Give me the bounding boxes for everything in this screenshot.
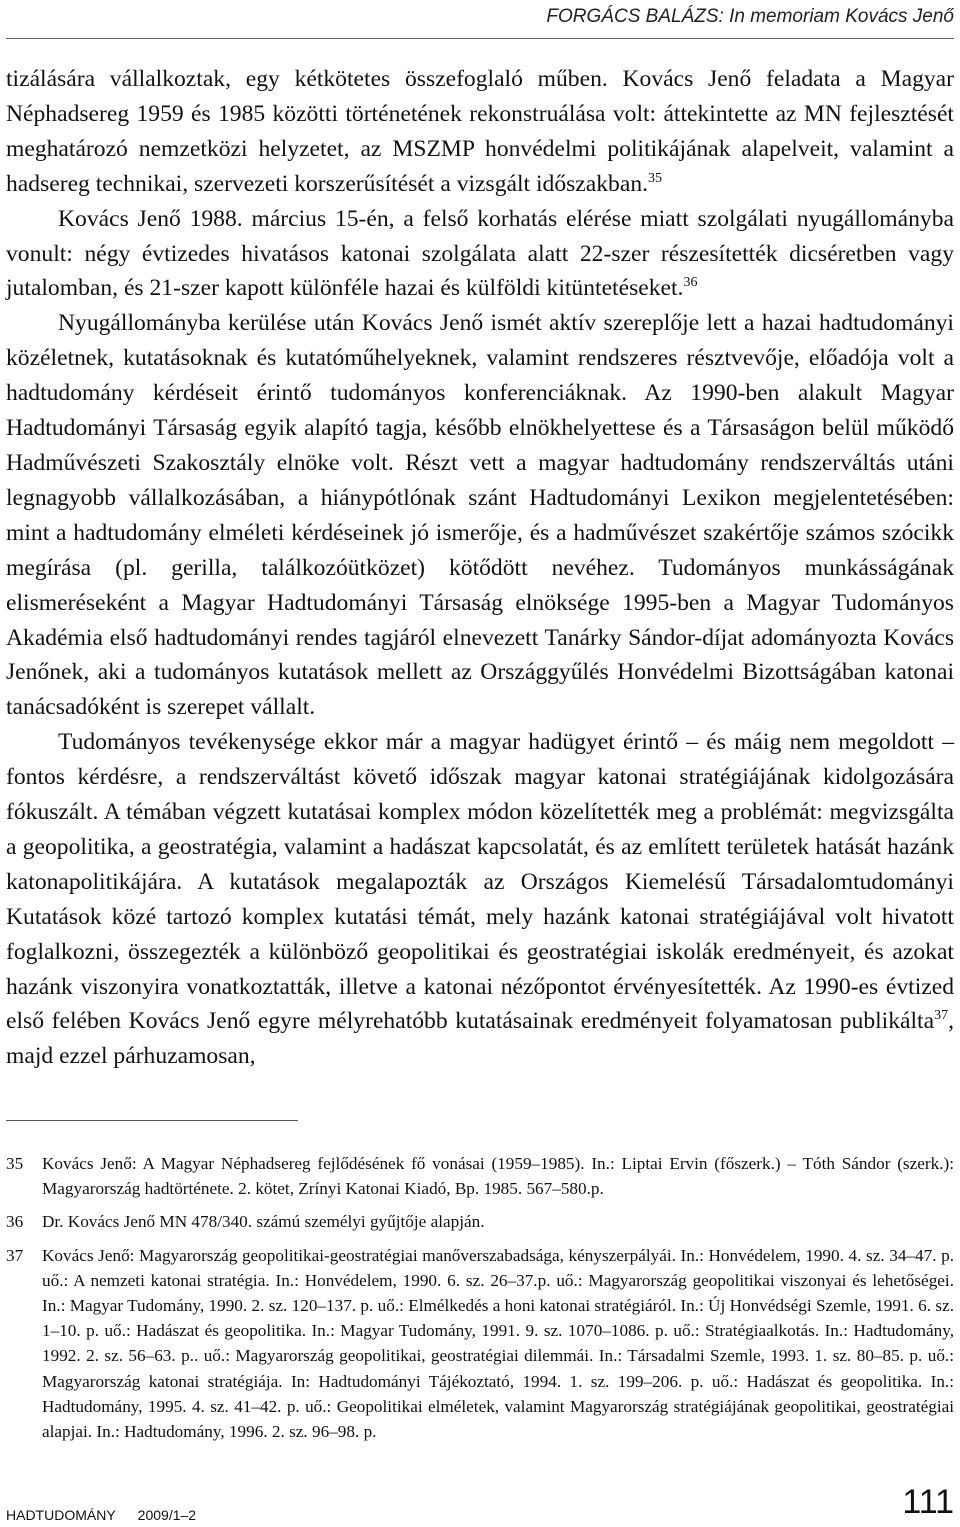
footnote-number: 36 bbox=[6, 1212, 24, 1232]
footnote-number: 35 bbox=[6, 1154, 24, 1173]
footnote-separator bbox=[6, 1120, 298, 1121]
footnote-35 bbox=[6, 1151, 954, 1201]
footnote-text: Dr. Kovács Jenő MN 478/340. számú személyi gyűjtője alapján. bbox=[42, 1212, 485, 1232]
paragraph-3: Nyugállományba kerülése után Kovács Jenő ismét aktív szereplője lett a hazai hadtudományi közéletnek, kutatásoknak és kutatóműhelyeknek, valamint rendszeres résztvevője, előadója volt a hadtudomány kérdéseit érintő tudományos konferenciáknak. Az 1990-ben alakult Magyar Hadtudományi Társaság egyik alapító tagja, később elnökhelyettese és a Társaságon belül működő Hadművészeti Szakosztály elnöke volt. Részt vett a magyar hadtudomány rendszerváltás utáni legnagyobb vállalkozásában, a hiánypótlónak szánt Hadtudományi Lexikon megjelentetésében: mint a hadtudomány elméleti kérdéseinek jó ismerője, és a hadművészet szakértője számos szócikk megírása (pl. gerilla, találkozóütközet) kötődött nevéhez. Tudományos munkásságának elismeréseként a Magyar Hadtudományi Társaság elnöksége 1995-ben a Magyar Tudományos Akadémia első hadtudományi rendes tagjáról elnevezett Tanárky Sándor-díjat adományozta Kovács Jenőnek, aki a tudományos kutatások mellett az Országgyűlés Honvédelmi Bizottságában katonai tanácsadóként is szerepet vállalt. bbox=[6, 310, 954, 721]
footnotes bbox=[6, 1151, 954, 1452]
footnote-text: Kovács Jenő: A Magyar Néphadsereg fejlődésének fő vonásai (1959–1985). In.: Liptai Ervin (főszerk.) – Tóth Sándor (szerk.): Magyarország hadtörténete. 2. kötet, Zrínyi Katonai Kiadó, Bp. 1985. 567–580.p. bbox=[42, 1154, 954, 1199]
footnote-ref-36: 36 bbox=[683, 275, 698, 291]
paragraph-4-tail: , majd ezzel párhuzamosan, bbox=[6, 1008, 954, 1070]
running-header: FORGÁCS BALÁZS: In memoriam Kovács Jenő bbox=[546, 6, 954, 27]
body-text bbox=[6, 62, 954, 1074]
footnote-text: Kovács Jenő: Magyarország geopolitikai-geostratégiai manőverszabadsága, kényszerpályái. In.: Honvédelem, 1990. 4. sz. 34–47. p. uő.: A nemzeti katonai stratégia. In.: Honvédelem, 1990. 6. sz. 26–37.p. uő.: Magyarország geopolitikai viszonyai és lehetőségei. In.: Magyar Tudomány, 1990. 2. sz. 120–137. p. uő.: Elmélkedés a honi katonai stratégiáról. In.: Új Honvédségi Szemle, 1991. 6. sz. 1–10. p. uő.: Hadászat és geopolitika. In.: Magyar Tudomány, 1991. 9. sz. 1070–1086. p. uő.: Stratégiaalkotás. In.: Hadtudomány, 1992. 2. sz. 56–63. p.. uő.: Magyarország geopolitikai, geostratégiai dilemmái. In.: Társadalmi Szemle, 1993. 1. sz. 80–85. p. uő.: Magyarország katonai stratégiája. In: Hadtudományi Tájékoztató, 1994. 1. sz. 199–206. p. uő.: Hadászat és geopolitika. In.: Hadtudomány, 1995. 4. sz. 41–42. p. uő.: Geopolitikai elméletek, valamint Magyarország stratégiájának geopolitikai, geostratégiai alapjai. In.: Hadtudomány, 1996. 2. sz. 96–98. p. bbox=[42, 1245, 954, 1442]
footnote-ref-37: 37 bbox=[934, 1008, 949, 1024]
page-number: 111 bbox=[902, 1483, 954, 1521]
paragraph-1-text: tizálására vállalkoztak, egy kétkötetes összefoglaló műben. Kovács Jenő feladata a Magyar Néphadsereg 1959 és 1985 közötti történetének rekonstruálása volt: áttekintette az MN fejlesztését meghatározó nemzetközi helyzetet, az MSZMP honvédelmi politikájának alapelveit, valamint a hadsereg technikai, szervezeti korszerűsítését a vizsgált időszakban. bbox=[6, 66, 954, 197]
journal-name: HADTUDOMÁNY bbox=[6, 1507, 116, 1523]
paragraph-1 bbox=[6, 62, 954, 202]
footnote-ref-35: 35 bbox=[648, 170, 663, 186]
paragraph-4 bbox=[6, 725, 954, 1074]
paragraph-2 bbox=[6, 202, 954, 307]
footer-journal-info bbox=[6, 1507, 196, 1523]
footnote-37 bbox=[6, 1243, 954, 1445]
footnote-number: 37 bbox=[6, 1245, 24, 1265]
journal-issue: 2009/1–2 bbox=[137, 1507, 197, 1523]
header-rule bbox=[6, 38, 954, 39]
paragraph-2-text: Kovács Jenő 1988. március 15-én, a felső korhatás elérése miatt szolgálati nyugállományba vonult: négy évtizedes hivatásos katonai szolgálata alatt 22-szer részesítették dicséretben vagy jutalomban, és 21-szer kapott különféle hazai és külföldi kitüntetéseket. bbox=[6, 205, 954, 302]
footnote-36 bbox=[6, 1209, 954, 1234]
paragraph-4-text: Tudományos tevékenysége ekkor már a magyar hadügyet érintő – és máig nem megoldott – fontos kérdésre, a rendszerváltást követő időszak magyar katonai stratégiájának kidolgozására fókuszált. A témában végzett kutatásai komplex módon közelítették meg a problémát: megvizsgálta a geopolitika, a geostratégia, valamint a hadászat kapcsolatát, és az említett területek hatását hazánk katonapolitikájára. A kutatások megalapozták az Országos Kiemelésű Társadalomtudományi Kutatások közé tartozó komplex kutatási témát, mely hazánk katonai stratégiájával volt hivatott foglalkozni, összegezték a különböző geopolitikai és geostratégiai iskolák eredményeit, és azokat hazánk viszonyira vonatkoztatták, illetve a katonai nézőpontot érvényesítették. Az 1990-es évtized első felében Kovács Jenő egyre mélyrehatóbb kutatásainak eredményeit folyamatosan publikálta bbox=[6, 729, 954, 1035]
